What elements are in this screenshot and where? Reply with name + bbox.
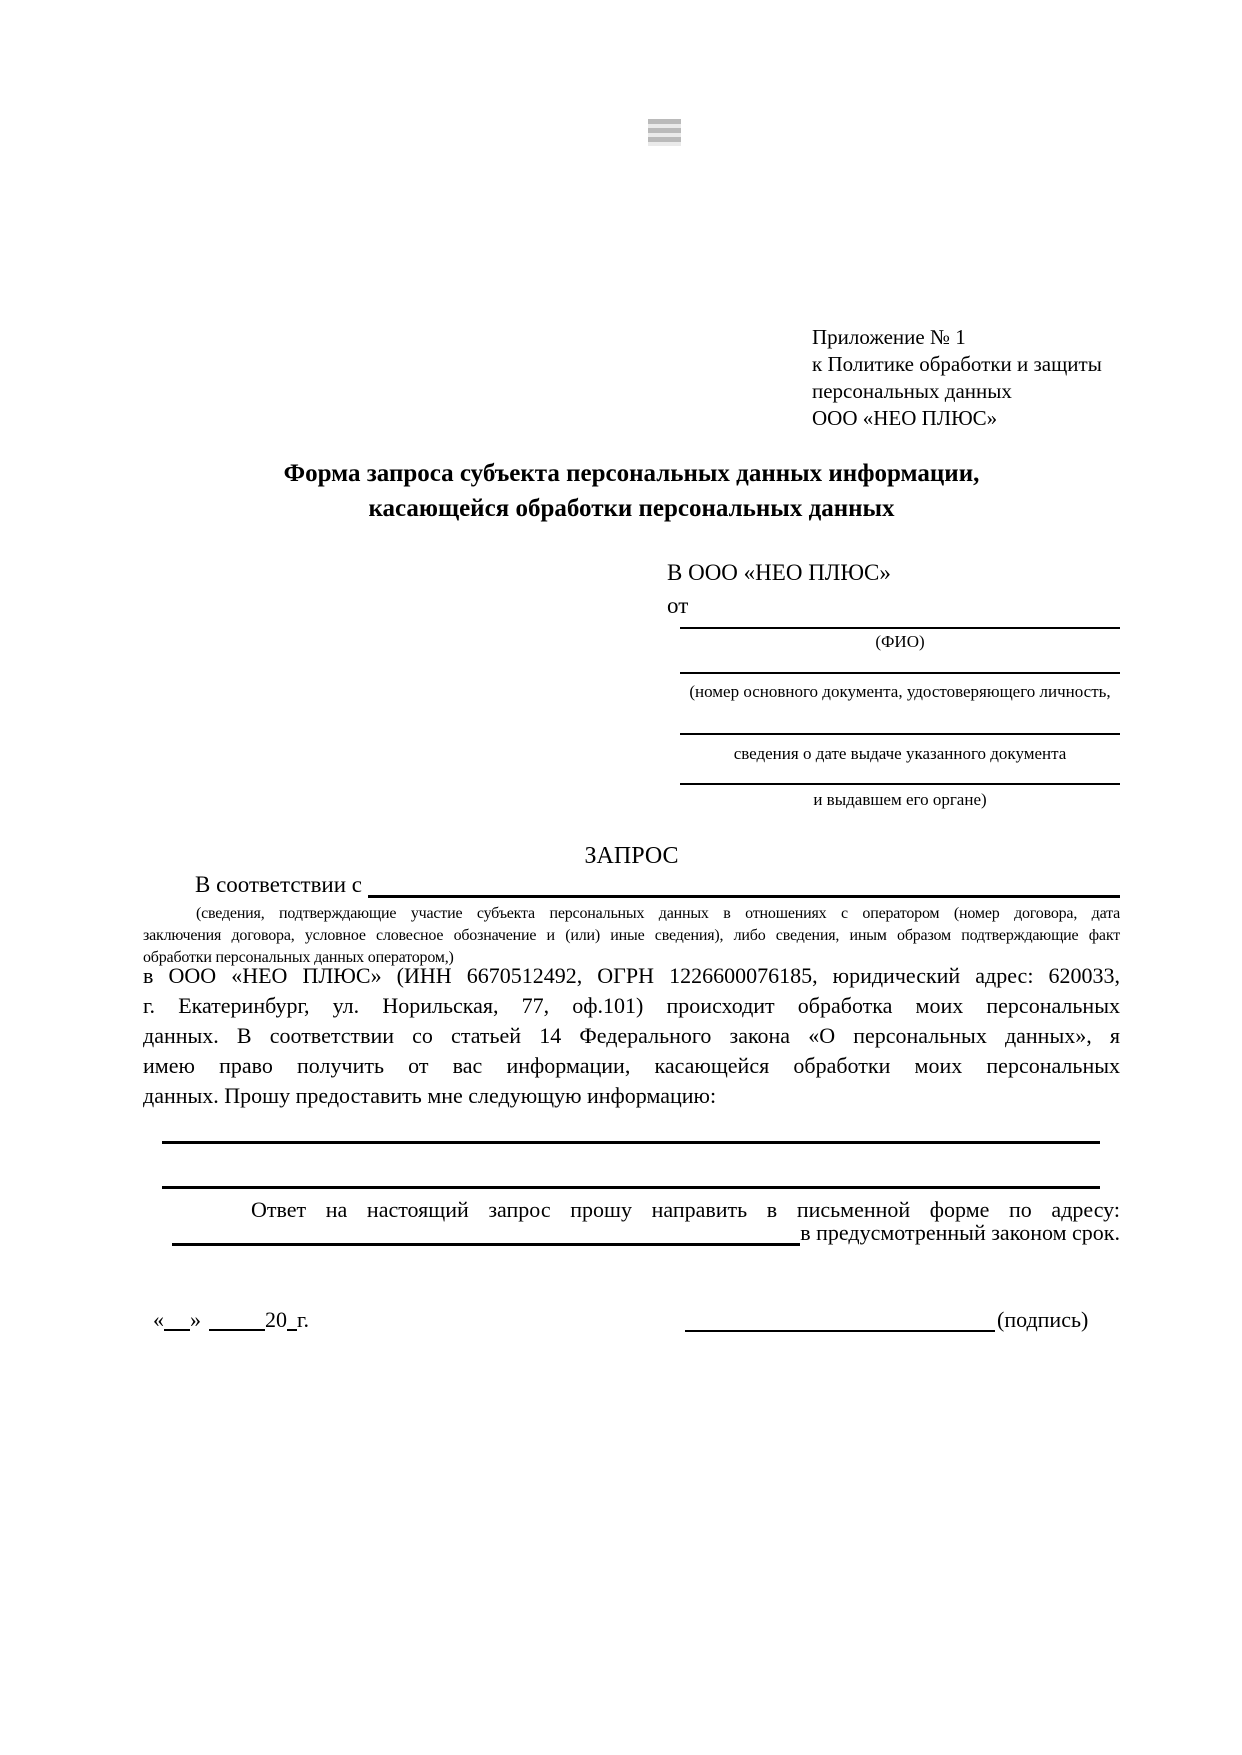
- blank-line-issue-date: [680, 733, 1120, 735]
- blank-line-issuing-authority: [680, 783, 1120, 785]
- addressee-to: В ООО «НЕО ПЛЮС»: [667, 560, 891, 585]
- request-body-line: имею право получить от вас информации, касающейся обработки моих персональных: [143, 1053, 1120, 1078]
- request-body-line: данных. Прошу предоставить мне следующую информацию:: [143, 1083, 717, 1108]
- appendix-line: к Политике обработки и защиты: [812, 352, 1102, 376]
- caption-document-number: (номер основного документа, удостоверяющего личность,: [689, 682, 1111, 701]
- blank-day-field: [164, 1307, 190, 1331]
- blank-line-info-2: [162, 1186, 1100, 1189]
- fine-print-line: обработки персональных данных оператором,): [143, 949, 454, 966]
- addressee-block: [667, 556, 891, 622]
- blank-line-address: [172, 1219, 800, 1246]
- year-prefix: 20: [265, 1307, 287, 1332]
- form-title-line: Форма запроса субъекта персональных данных информации,: [283, 460, 980, 487]
- fine-print-note: [143, 903, 1120, 969]
- appendix-line: персональных данных: [812, 379, 1012, 403]
- blank-month-field: [209, 1307, 265, 1331]
- response-deadline-text: в предусмотренный законом срок.: [800, 1220, 1120, 1245]
- appendix-block: [812, 324, 1102, 432]
- blank-line-signature: [685, 1330, 995, 1332]
- request-body-line: в ООО «НЕО ПЛЮС» (ИНН 6670512492, ОГРН 1226600076185, юридический адрес: 620033,: [143, 963, 1120, 988]
- caption-signature: (подпись): [997, 1307, 1089, 1332]
- year-suffix: г.: [297, 1307, 310, 1332]
- caption-issue-date: сведения о дате выдаче указанного документа: [733, 744, 1067, 763]
- date-close-quote: »: [190, 1307, 201, 1332]
- date-row: [153, 1307, 309, 1333]
- request-body-line: данных. В соответствии со статьей 14 Федерального закона «О персональных данных», я: [143, 1023, 1120, 1048]
- blank-line-info-1: [162, 1141, 1100, 1144]
- request-heading: ЗАПРОС: [584, 843, 679, 869]
- lead-text: В соответствии с: [195, 872, 363, 897]
- blank-line-basis: [368, 871, 1120, 898]
- fine-print-line: (сведения, подтверждающие участие субъекта персональных данных в отношениях с оператором (номер договора, дата: [196, 905, 1120, 922]
- embedded-image-placeholder: [648, 119, 681, 146]
- request-body-paragraph: [143, 961, 1120, 1111]
- caption-issuing-authority: и выдавшем его органе): [813, 790, 987, 809]
- appendix-line: Приложение № 1: [812, 325, 966, 349]
- blank-line-fio: [680, 627, 1120, 629]
- blank-line-document-number: [680, 672, 1120, 674]
- response-address-line: [143, 1222, 1120, 1246]
- addressee-from-label: от: [667, 593, 689, 618]
- response-request-line: Ответ на настоящий запрос прошу направить в письменной форме по адресу:: [251, 1197, 1120, 1222]
- fine-print-line: заключения договора, условное словесное обозначение и (или) иные сведения), либо сведения, иным образом подтверждающие факт: [143, 927, 1120, 944]
- request-body-line: г. Екатеринбург, ул. Норильская, 77, оф.101) происходит обработка моих персональных: [143, 993, 1120, 1018]
- date-open-quote: «: [153, 1307, 164, 1332]
- caption-fio: (ФИО): [875, 632, 925, 651]
- form-title-line: касающейся обработки персональных данных: [368, 495, 895, 522]
- lead-line: [143, 874, 1120, 898]
- form-title: [143, 456, 1120, 526]
- blank-year-field: [287, 1307, 297, 1331]
- appendix-line: ООО «НЕО ПЛЮС»: [812, 406, 998, 430]
